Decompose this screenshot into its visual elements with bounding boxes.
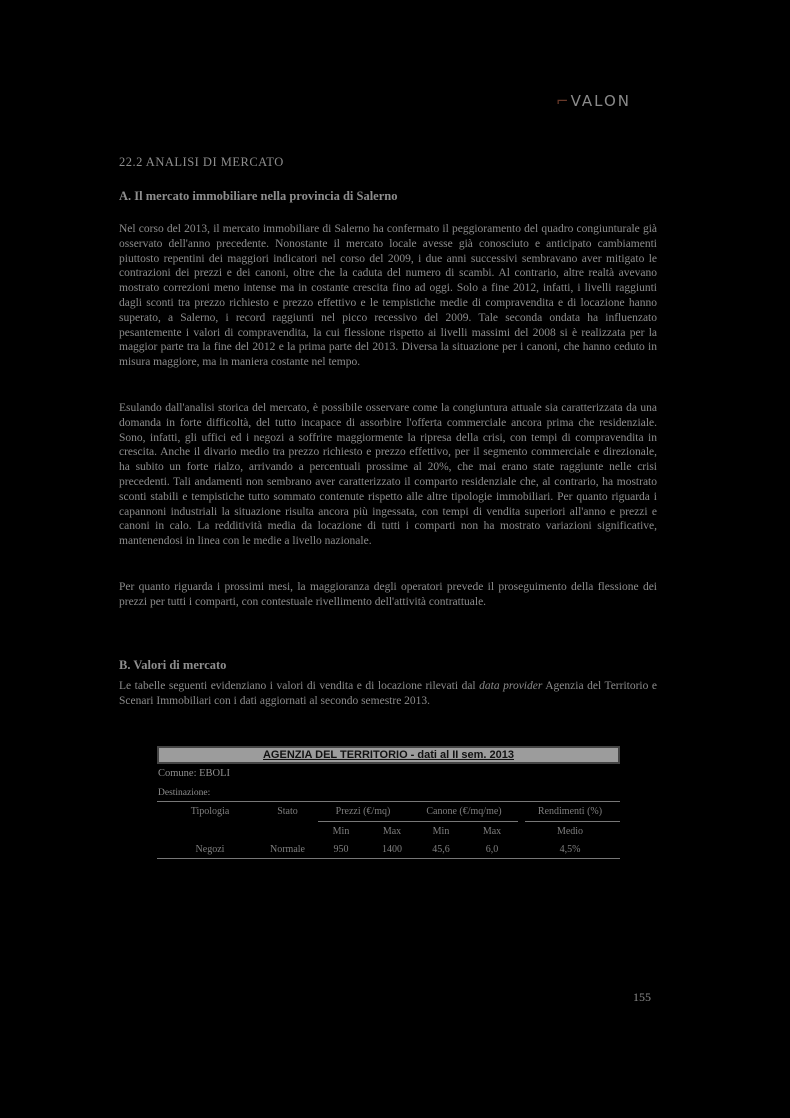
col-stato: Stato <box>277 806 298 817</box>
col-prezzi: Prezzi (€/mq) <box>335 806 391 817</box>
table-header-text: AGENZIA DEL TERRITORIO - dati al II sem. 2013 <box>262 749 515 761</box>
subcol-rendimento-medio: Medio <box>556 826 584 837</box>
table-rule-sub <box>318 821 518 822</box>
subcol-prezzi-min: Min <box>332 826 350 837</box>
subcol-canone-min: Min <box>432 826 450 837</box>
cell-prezzi-max: 1400 <box>382 844 402 855</box>
col-rendimenti: Rendimenti (%) <box>537 806 603 817</box>
subsection-b-title: B. Valori di mercato <box>119 658 227 672</box>
table-rule-bottom <box>157 858 620 859</box>
subcol-prezzi-max: Max <box>382 826 402 837</box>
col-canone: Canone (€/mq/me) <box>426 806 502 817</box>
section-title: 22.2 ANALISI DI MERCATO <box>119 155 284 169</box>
logo-text: VALON <box>570 92 631 110</box>
table-rule-top <box>157 801 620 802</box>
col-tipologia: Tipologia <box>190 806 230 817</box>
avalon-logo <box>556 92 631 110</box>
cell-canone-min: 45,6 <box>432 844 450 855</box>
paragraph-b-text-2: Agenzia del Territorio e Scenari Immobiliari con i dati aggiornati al secondo semestre 2013. <box>119 680 658 707</box>
paragraph-3: Per quanto riguarda i prossimi mesi, la maggioranza degli operatori prevede il proseguimento della flessione dei prezzi per tutti i comparti, con contestuale rivellimento dell'attività contrattuale. <box>119 581 657 608</box>
paragraph-b-text-1: Le tabelle seguenti evidenziano i valori di vendita e di locazione rilevati dal <box>119 680 480 692</box>
subsection-a-title: A. Il mercato immobiliare nella provincia di Salerno <box>119 189 398 203</box>
table-comune: Comune: EBOLI <box>158 768 231 779</box>
paragraph-b-italic: data provider <box>479 680 543 692</box>
paragraph-b <box>119 679 657 709</box>
cell-canone-max: 6,0 <box>485 844 499 855</box>
paragraph-1: Nel corso del 2013, il mercato immobiliare di Salerno ha confermato il peggioramento del quadro congiunturale già osservato dell'anno precedente. Nonostante il mercato locale avesse già conosciuto e anticipato cambiamenti piuttosto repentini dei maggiori indicatori nel corso del 2009, i due anni successivi sembravano aver mitigato le contrazioni dei prezzi e dei canoni, oltre che la caduta del numero di scambi. Al contrario, altre realtà avevano mostrato correzioni meno intense ma in costante crescita fino ad oggi. Solo a fine 2012, infatti, i livelli raggiunti dagli sconti tra prezzo richiesto e prezzo effettivo e le tempistiche medie di compravendita e di locazione hanno superato, a Salerno, i record raggiunti nel picco recessivo del 2009. Tale seconda ondata ha influenzato pesantemente i valori di compravendita, la cui flessione rispetto ai livelli massimi del 2008 si è realizzata per la maggior parte tra la fine del 2012 e la prima parte del 2013. Diversa la situazione per i canoni, che hanno ceduto in misura maggiore, ma in maniera costante nel tempo. <box>119 223 657 369</box>
cell-tipologia: Negozi <box>195 844 225 855</box>
paragraph-2: Esulando dall'analisi storica del mercato, è possibile osservare come la congiuntura attuale sia caratterizzata da una domanda in forte difficoltà, del tutto incapace di assorbire l'offerta commerciale ancora prima che residenziale. Sono, infatti, gli uffici ed i negozi a soffrire maggiormente la ripresa della crisi, con tempi di compravendita in crescita. Anche il divario medio tra prezzo richiesto e prezzo effettivo, per il segmento commerciale e direzionale, ha subito un forte rialzo, arrivando a percentuali prossime al 20%, che mai erano state raggiunte nelle crisi precedenti. Tali andamenti non sembrano aver caratterizzato il comparto residenziale che, al contrario, ha mostrato sconti stabili e tempistiche tutto sommato contenute rispetto alle altre tipologie immobiliari. Per quanto riguarda i capannoni industriali la situazione risulta ancora più ingessata, con tempi di vendita superiori all'anno e prezzi e canoni in calo. La redditività media da locazione di tutti i comparti non ha mostrato variazioni significative, mantenendosi in linea con le medie a livello nazionale. <box>119 402 657 548</box>
table-header-banner <box>157 746 620 764</box>
page-number: 155 <box>633 990 651 1004</box>
logo-mark-icon: ⌐ <box>556 92 571 110</box>
cell-prezzi-min: 950 <box>333 844 349 855</box>
table-rule-sub-2 <box>525 821 620 822</box>
cell-rendimento: 4,5% <box>559 844 581 855</box>
table-destinazione: Destinazione: <box>158 788 211 798</box>
cell-stato: Normale <box>270 844 305 855</box>
subcol-canone-max: Max <box>482 826 502 837</box>
